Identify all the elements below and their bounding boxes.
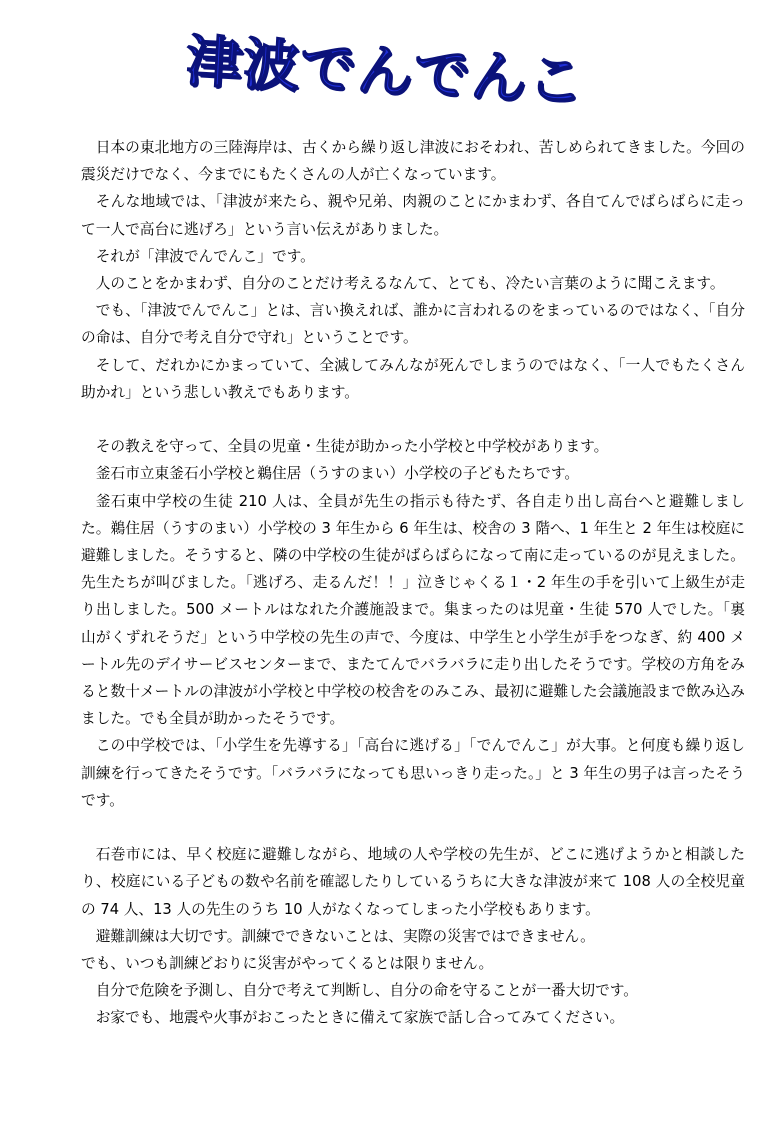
paragraph: 石巻市には、早く校庭に避難しながら、地域の人や学校の先生が、どこに逃げようかと相談したり、校庭にいる子どもの数や名前を確認したりしているうちに大きな津波が来て 108 人の全校児童の 74 人、13 人の先生のうち 10 人がなくなってしまった小学校もあります。 bbox=[81, 846, 745, 918]
paragraph: この中学校では、「小学生を先導する」「高台に逃げる」「でんでんこ」が大事。と何度も繰り返し訓練を行ってきたそうです。「バラバラになっても思いっきり走った。」と 3 年生の男子は言ったそうです。 bbox=[81, 737, 745, 809]
paragraph: そして、だれかにかまっていて、全滅してみんなが死んでしまうのではなく、「一人でもたくさん助かれ」という悲しい教えでもあります。 bbox=[81, 356, 745, 401]
paragraph: そんな地域では、「津波が来たら、親や兄弟、肉親のことにかまわず、各自てんでばらばらに走って一人で高台に逃げろ」という言い伝えがありました。 bbox=[81, 193, 745, 238]
paragraph: 釜石東中学校の生徒 210 人は、全員が先生の指示も待たず、各自走り出し高台へと避難しました。鵜住居（うすのまい）小学校の 3 年生から 6 年生は、校舎の 3 階へ、1 年生と 2 年生は校庭に避難しました。そうすると、隣の中学校の生徒がばらばらになって南に走っているのが見えました。先生たちが叫びました。「逃げろ、走るんだ！！」泣きじゃくる１・2 年生の手を引いて上級生が走り出しました。500 メートルはなれた介護施設まで。集まったのは児童・生徒 570 人でした。「裏山がくずれそうだ」という中学校の先生の声で、今度は、中学生と小学生が手をつなぎ、約 400 メートル先のデイサービスセンターまで、またてんでバラバラに走り出したそうです。学校の方角をみると数十メートルの津波が小学校と中学校の校舎をのみこみ、最初に避難した会議施設まで飲み込みました。でも全員が助かったそうです。 bbox=[81, 492, 745, 728]
paragraph: その教えを守って、全員の児童・生徒が助かった小学校と中学校があります。 bbox=[95, 438, 609, 456]
paragraph: 釜石市立東釜石小学校と鵜住居（うすのまい）小学校の子どもたちです。 bbox=[95, 465, 580, 483]
paragraph: でも、「津波でんでんこ」とは、言い換えれば、誰かに言われるのをまっているのではなく、「自分の命は、自分で考え自分で守れ」ということです。 bbox=[81, 302, 745, 347]
paragraph: でも、いつも訓練どおりに災害がやってくるとは限りません。 bbox=[81, 955, 494, 973]
paragraph: お家でも、地震や火事がおこったときに備えて家族で話し合ってみてください。 bbox=[95, 1009, 625, 1027]
paragraph: 避難訓練は大切です。訓練でできないことは、実際の災害ではできません。 bbox=[95, 927, 595, 945]
paragraph: 日本の東北地方の三陸海岸は、古くから繰り返し津波におそわれ、苦しめられてきました。今回の震災だけでなく、今までにもたくさんの人が亡くなっています。 bbox=[81, 139, 745, 184]
paragraph: それが「津波でんでんこ」です。 bbox=[95, 247, 315, 265]
paragraph: 人のことをかまわず、自分のことだけ考えるなんて、とても、冷たい言葉のように聞こえます。 bbox=[95, 275, 725, 293]
paragraph: 自分で危険を予測し、自分で考えて判断し、自分の命を守ることが一番大切です。 bbox=[95, 982, 638, 1000]
page-title: 津波でんでんこ bbox=[184, 29, 587, 115]
paragraph-gap bbox=[81, 814, 745, 841]
paragraph-gap bbox=[81, 406, 745, 433]
title-area bbox=[184, 29, 606, 115]
body-text bbox=[81, 134, 745, 1032]
